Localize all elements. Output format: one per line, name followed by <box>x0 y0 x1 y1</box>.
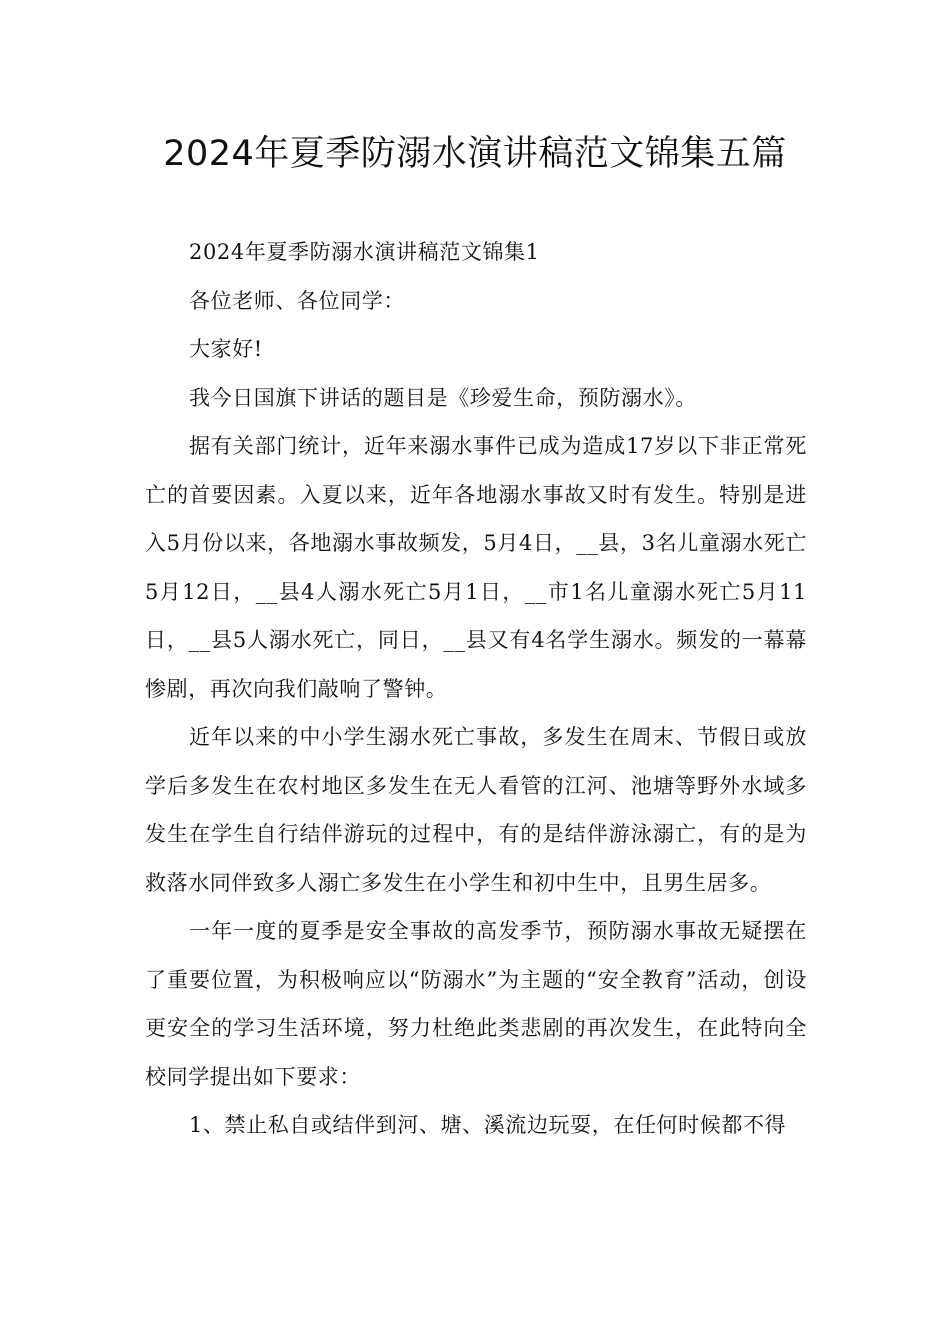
salutation: 各位老师、各位同学： <box>189 288 405 313</box>
paragraph-summer-safety: 一年一度的夏季是安全事故的高发季节，预防溺水事故无疑摆在了重要位置，为积极响应以“防溺水”为主题的“安全教育”活动，创设更安全的学习生活环境，努力杜绝此类悲剧的再次发生，在此特向全校同学提出如下要求： <box>145 919 807 1089</box>
section-heading: 2024年夏季防溺水演讲稿范文锦集1 <box>189 240 540 264</box>
paragraph-topic: 我今日国旗下讲话的题目是《珍爱生命，预防溺水》。 <box>189 385 697 410</box>
paragraph-requirement-1: 1、禁止私自或结伴到河、塘、溪流边玩耍，在任何时候都不得 <box>189 1113 787 1137</box>
paragraph-accident-patterns: 近年以来的中小学生溺水死亡事故，多发生在周末、节假日或放学后多发生在农村地区多发生在无人看管的江河、池塘等野外水域多发生在学生自行结伴游玩的过程中，有的是结伴游泳溺亡，有的是为救落水同伴致多人溺亡多发生在小学生和初中生中，且男生居多。 <box>145 725 807 895</box>
greeting: 大家好! <box>189 337 263 361</box>
paragraph-statistics: 据有关部门统计，近年来溺水事件已成为造成17岁以下非正常死亡的首要因素。入夏以来，近年各地溺水事故又时有发生。特别是进入5月份以来，各地溺水事故频发，5月4日，__县，3名儿童溺水死亡5月12日，__县4人溺水死亡5月1日，__市1名儿童溺水死亡5月11日，__县5人溺水死亡，同日，__县又有4名学生溺水。频发的一幕幕惨剧，再次向我们敲响了警钟。 <box>145 434 807 701</box>
document-title: 2024年夏季防溺水演讲稿范文锦集五篇 <box>163 134 787 174</box>
document-body <box>145 228 807 1150</box>
